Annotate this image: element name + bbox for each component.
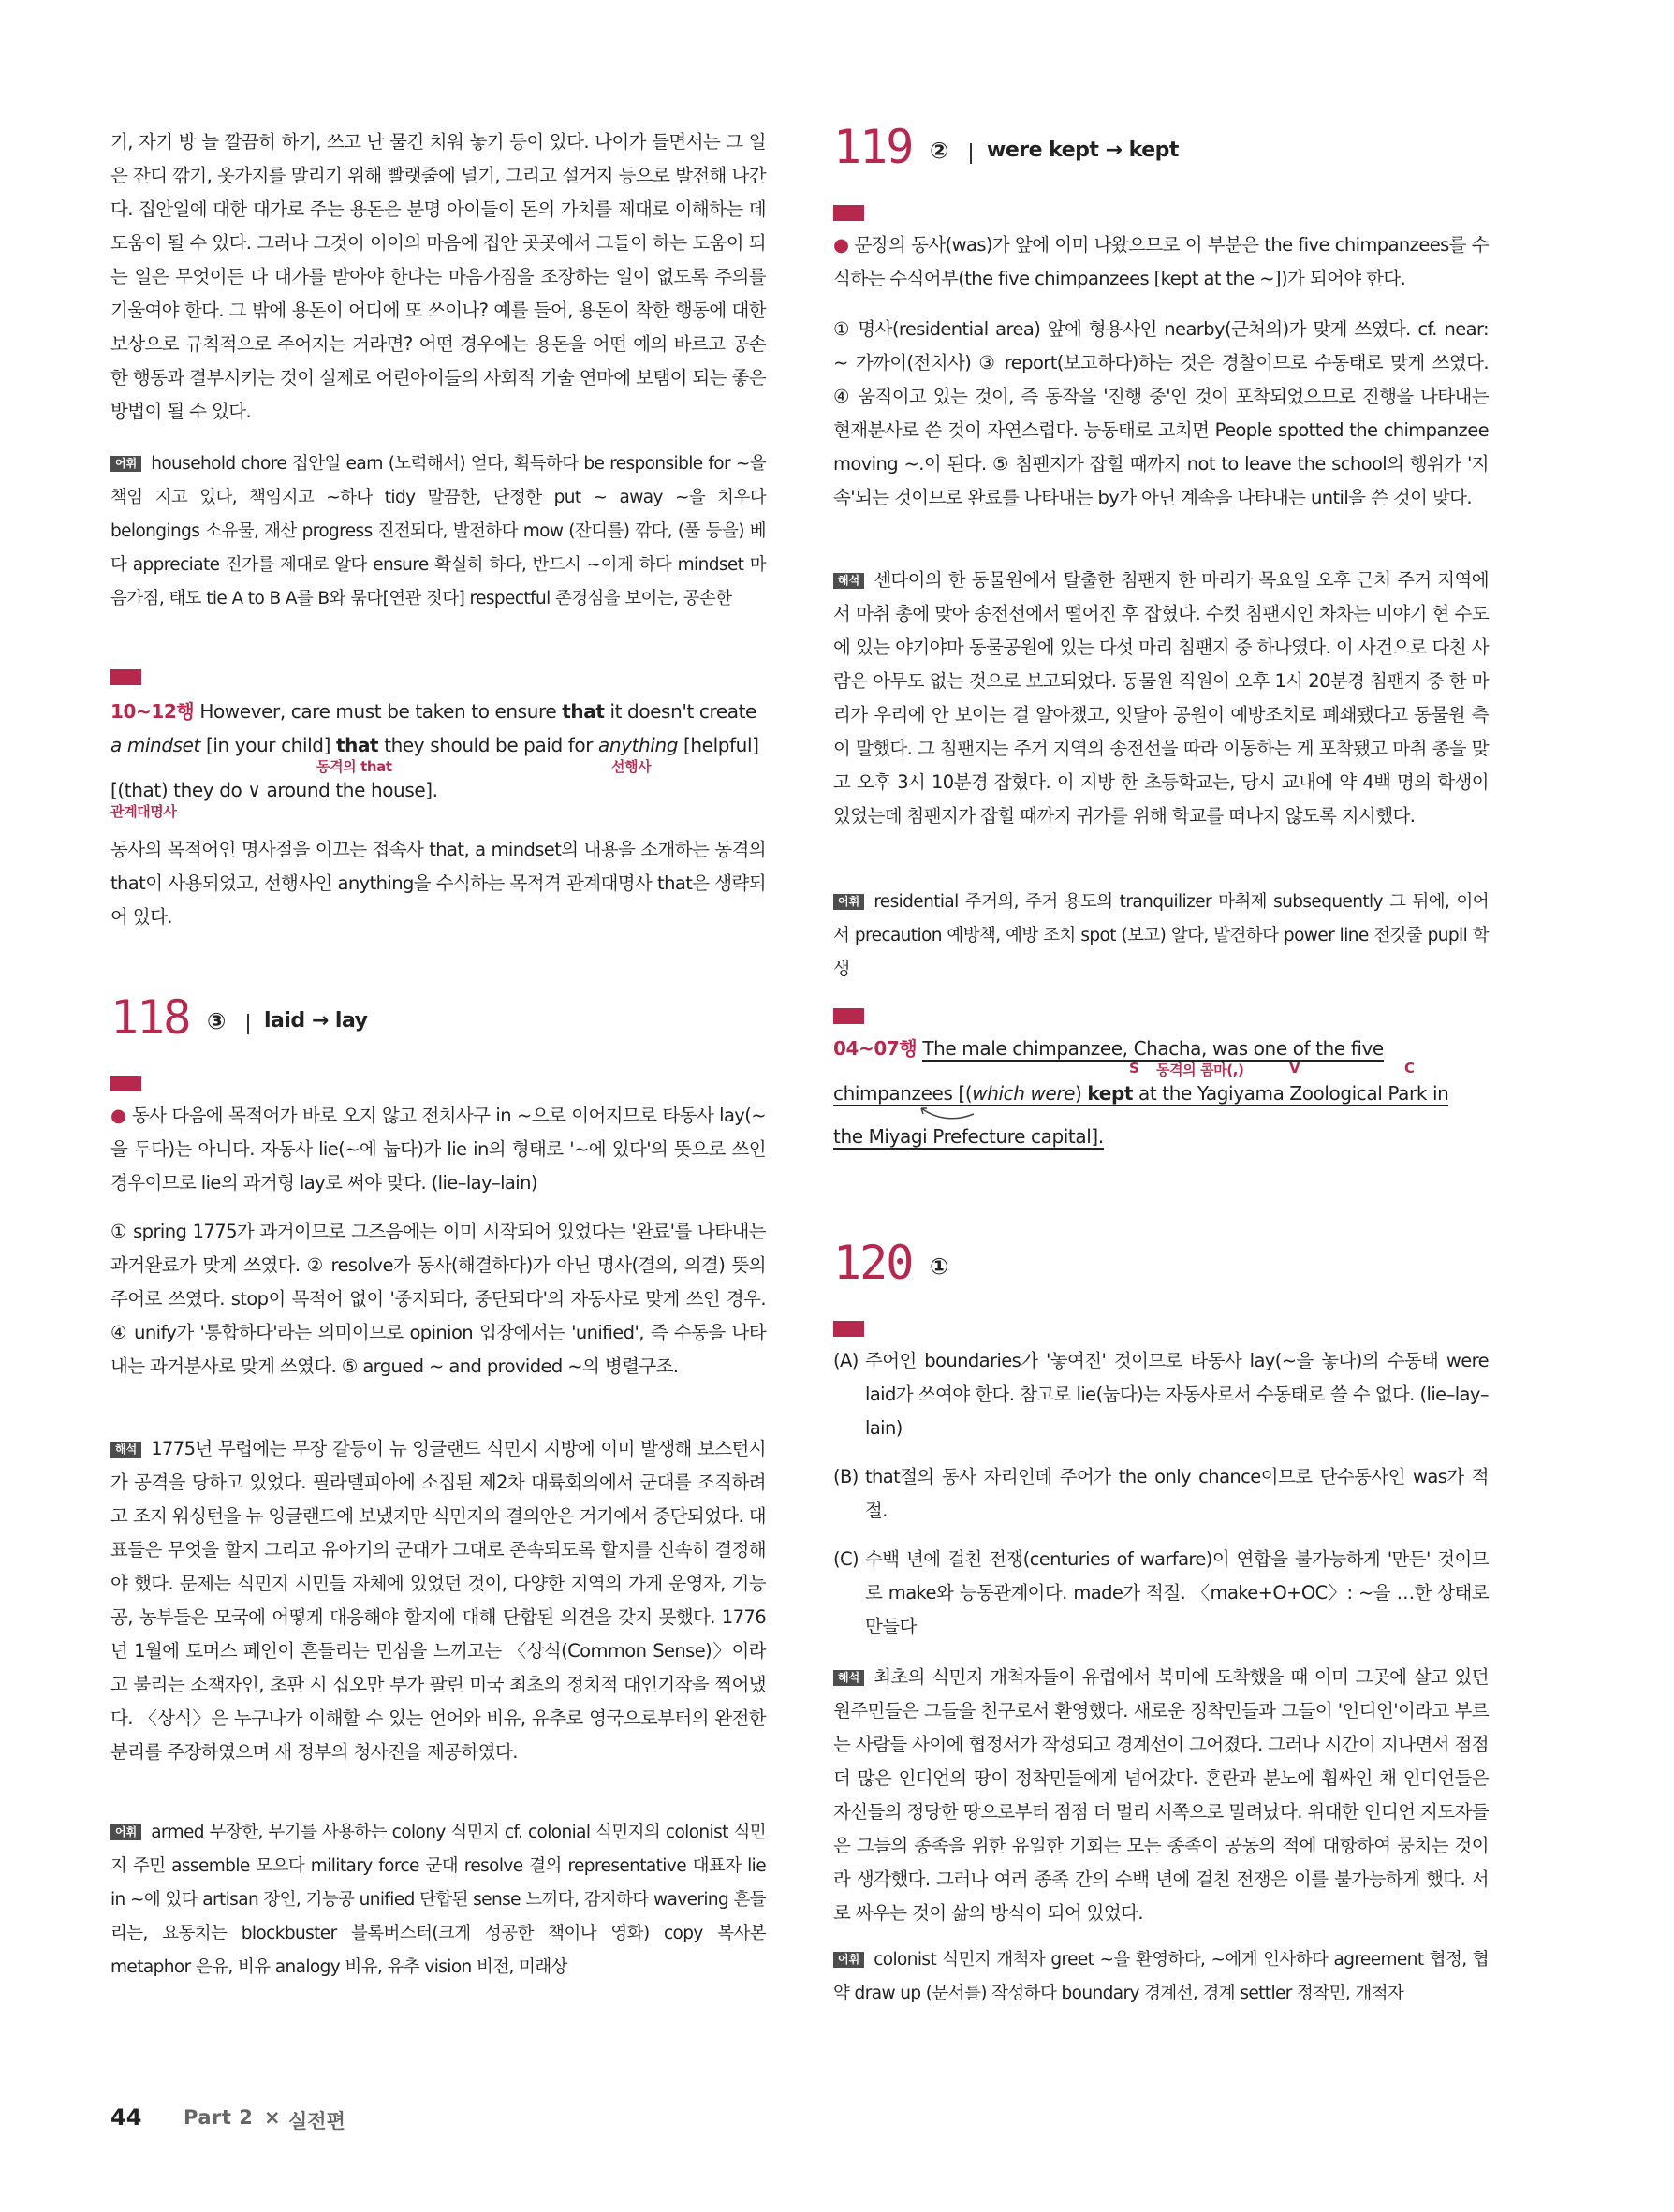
construct119-line3: the Miyagi Prefecture capital]. xyxy=(833,1125,1104,1148)
q119-translation xyxy=(833,564,1489,833)
q119-explain-tag-wrap xyxy=(833,204,874,222)
q118-divider xyxy=(247,1014,249,1034)
q119-divider xyxy=(970,143,972,164)
construct119-subject: The male chimpanzee, Chacha, was one of the five xyxy=(922,1037,1384,1060)
q117-construct-line2 xyxy=(110,728,766,762)
q118-explain1 xyxy=(110,1099,766,1200)
line-range-label: 10~12행 xyxy=(110,700,195,723)
q118-translation xyxy=(110,1432,766,1769)
q118-translation-text: 1775년 무렵에는 무장 갈등이 뉴 잉글랜드 식민지 지방에 이미 발생해 보스턴시가 공격을 당하고 있었다. 필라델피아에 소집된 제2차 대륙회의에서 군대를 조직하려고 조지 워싱턴을 뉴 잉글랜드에 보냈지만 식민지의 결의안은 거기에서 중단되었다. 대표들은 무엇을 할지 그리고 유아기의 군대가 그대로 존속되도록 할지를 신속히 결정해야 했다. 문제는 식민지 시민들 자체에 있었던 것이, 다양한 지역의 가게 운영자, 기능공, 농부들은 모국에 어떻게 대응해야 할지에 대해 단합된 의견을 갖지 못했다. 1776년 1월에 토머스 페인이 흔들리는 민심을 느끼고는 〈상식(Common Sense)〉이라고 불리는 소책자인, 초판 시 십오만 부가 팔린 미국 최초의 정치적 대인기작을 찍어냈다. 〈상식〉은 누구나가 이해할 수 있는 언어와 비유, 유추로 영국으로부터의 완전한 분리를 주장하였으며 새 정부의 청사진을 제공하였다. xyxy=(110,1438,766,1763)
translation-tag: 해석 xyxy=(833,573,864,589)
note-relative-pronoun: 관계대명사 xyxy=(110,803,177,820)
q120-translation xyxy=(833,1661,1489,1930)
construct-in-child: [in your child] xyxy=(205,734,330,756)
q117-translation-continued: 기, 자기 방 늘 깔끔히 하기, 쓰고 난 물건 치워 놓기 등이 있다. 나이가 들면서는 그 일은 잔디 깎기, 옷가지를 말리기 위해 빨랫줄에 널기, 그리고 설거지 등으로 발전해 나간다. 집안일에 대한 대가로 주는 용돈은 분명 아이들이 돈의 가치를 제대로 이해하는 데 도움이 될 수 있다. 그러나 그것이 이이의 마음에 집안 곳곳에서 그들이 하는 도움이 되는 일은 무엇이든 다 대가를 받아야 한다는 마음가짐을 조장하는 일이 없도록 주의를 기울여야 한다. 그 밖에 용돈이 어디에 또 쓰이나? 예를 들어, 용돈이 착한 행동에 대한 보상으로 규칙적으로 주어지는 거라면? 어떤 경우에는 용돈을 어떤 예의 바르고 공손한 행동과 결부시키는 것이 실제로 어린아이들의 사회적 기술 연마에 보탬이 되는 좋은 방법이 될 수 있다. xyxy=(110,131,766,422)
construct-that2: that xyxy=(335,734,379,756)
q120-translation-text: 최초의 식민지 개척자들이 유럽에서 북미에 도착했을 때 이미 그곳에 살고 있던 원주민들은 그들을 친구로서 환영했다. 새로운 정착민들과 그들이 '인디언'이라고 부르는 사람들 사이에 협정서가 작성되고 경계선이 그어졌다. 그러나 시간이 지나면서 점점 더 많은 인디언의 땅이 정착민들에게 넘어갔다. 혼란과 분노에 휩싸인 채 인디언들은 자신들의 정당한 땅으로부터 점점 더 멀리 서쪽으로 밀려났다. 위대한 인디언 지도자들은 그들의 종족을 위한 유일한 기회는 모든 종족이 공동의 적에 대항하여 뭉치는 것이라 생각했다. 그러나 여러 종족 간의 수백 년에 걸친 전쟁은 이를 불가능하게 했다. 서로 싸우는 것이 삶의 방식이 되어 있었다. xyxy=(833,1666,1489,1924)
q119-explain2: ① 명사(residential area) 앞에 형용사인 nearby(근처의)가 맞게 쓰였다. cf. near: ~ 가까이(전치사) ③ report(보고하다)하는 것은 경찰이므로 수동태로 맞게 쓰였다. ④ 움직이고 있는 것이, 즉 동작을 '진행 중'인 것이 포착되었으므로 진행을 나타내는 현재분사로 쓴 것이 자연스럽다. 능동태로 고치면 People spotted the chimpanzee moving ~.이 된다. ⑤ 침팬지가 잡힐 때까지 not to leave the school의 행위가 '지속'되는 것이므로 완료를 나타내는 by가 아닌 계속을 나타내는 until을 쓴 것이 맞다. xyxy=(833,318,1489,508)
note-appositive-comma: 동격의 콤마(,) xyxy=(1156,1062,1244,1078)
construct-that1: that xyxy=(562,700,605,723)
construct-helpful: [helpful] xyxy=(683,734,759,756)
q118-vocab-text: armed 무장한, 무기를 사용하는 colony 식민지 cf. colonial 식민지의 colonist 식민지 주민 assemble 모으다 military force 군대 resolve 결의 representative 대표자 lie in ~에 있다 artisan 장인, 기능공 unified 단합된 sense 느끼다, 감지하다 wavering 흔들리는, 요동치는 blockbuster 블록버스터(크게 성공한 책이나 영화) copy 복사본 metaphor 은유, 비유 analogy 비유, 유추 vision 비전, 미래상 xyxy=(110,1823,766,1977)
footer-separator: × xyxy=(264,2106,281,2129)
q119-number: 119 xyxy=(833,120,913,174)
q117-construct-line3: [(that) they do ∨ around the house]. xyxy=(110,779,438,801)
vocab-tag: 어휘 xyxy=(110,456,141,472)
label-S: S xyxy=(1129,1060,1139,1077)
q118-explain2: ① spring 1775가 과거이므로 그즈음에는 이미 시작되어 있었다는 '완료'를 나타내는 과거완료가 맞게 쓰였다. ② resolve가 동사(해결하다)가 아닌 명사(결의, 의결) 뜻의 주어로 쓰였다. stop이 목적어 없이 '중지되다, 중단되다'의 자동사로 맞게 쓰인 경우. ④ unify가 '통합하다'라는 의미이므로 opinion 입장에서는 'unified', 즉 수동을 나타내는 과거분사로 맞게 쓰였다. ⑤ argued ~ and provided ~의 병렬구조. xyxy=(110,1221,766,1377)
construct119-paren: ) xyxy=(1075,1082,1082,1105)
q120-b-label: (B) xyxy=(833,1466,859,1487)
q119-vocab-text: residential 주거의, 주거 용도의 tranquilizer 마취제 subsequently 그 뒤에, 이어서 precaution 예방책, 예방 조치 spot (보고) 알다, 발견하다 power line 전깃줄 pupil 학생 xyxy=(833,892,1489,979)
vocab-tag: 어휘 xyxy=(110,1824,141,1840)
construct-mindset: a mindset xyxy=(110,734,200,756)
q120-explain-tag-wrap xyxy=(833,1320,874,1338)
q118-answer: ③ xyxy=(207,1008,227,1034)
q118-vocab xyxy=(110,1816,766,1985)
q117-construct-tag-wrap xyxy=(110,668,151,686)
q120-b-text: that절의 동사 자리인데 주어가 the only chance이므로 단수동사인 was가 적절. xyxy=(865,1466,1489,1521)
construct119-kept: kept xyxy=(1087,1082,1134,1105)
label-C: C xyxy=(1404,1060,1415,1077)
q119-explain1 xyxy=(833,228,1489,296)
q118-explain1-text: 동사 다음에 목적어가 바로 오지 않고 전치사구 in ~으로 이어지므로 타동사 lay(~을 두다)는 아니다. 자동사 lie(~에 눕다)가 lie in의 형태로 '~에 있다'의 뜻으로 쓰인 경우이므로 lie의 과거형 lay로 써야 맞다. (lie–lay–lain) xyxy=(110,1105,766,1194)
footer-part: Part 2 xyxy=(184,2106,254,2129)
construct119-which-were: which were xyxy=(972,1082,1076,1105)
note-antecedent: 선행사 xyxy=(611,758,652,775)
label-V: V xyxy=(1289,1060,1300,1077)
q120-a-text: 주어인 boundaries가 '놓여진' 것이므로 타동사 lay(~을 놓다)의 수동태 were laid가 쓰여야 한다. 참고로 lie(눕다)는 자동사로서 수동태로 쓸 수 없다. (lie–lay–lain) xyxy=(865,1350,1489,1439)
q118-number: 118 xyxy=(110,990,190,1045)
construct119-line2 xyxy=(833,1082,1448,1106)
construct-paid: they should be paid for xyxy=(384,734,594,756)
translation-tag: 해석 xyxy=(833,1670,864,1686)
vocab-tag: 어휘 xyxy=(833,1952,864,1968)
explain-tag: 해설 xyxy=(833,205,864,221)
q118-explain-tag-wrap xyxy=(110,1075,151,1092)
q119-construct-tag-wrap xyxy=(833,1007,874,1025)
q120-vocab xyxy=(833,1943,1489,2011)
construct-anything: anything xyxy=(598,734,679,756)
construct-tag: 구문 xyxy=(833,1008,864,1024)
note-appositive-that: 동격의 that xyxy=(316,758,392,775)
q119-construct-line3 xyxy=(833,1120,1489,1153)
page-number: 44 xyxy=(110,2104,142,2131)
q120-answer: ① xyxy=(930,1253,949,1280)
footer-section: 실전편 xyxy=(288,2110,345,2132)
construct119-chimps: chimpanzees [( xyxy=(833,1082,973,1105)
q120-vocab-text: colonist 식민지 개척자 greet ~을 환영하다, ~에게 인사하다 agreement 협정, 협약 draw up (문서를) 작성하다 boundary 경계선, 경계 settler 정착민, 개척자 xyxy=(833,1950,1489,2003)
line-range-label: 04~07행 xyxy=(833,1037,918,1060)
construct-text: However, care must be taken to ensure xyxy=(199,700,557,723)
vocab-tag: 어휘 xyxy=(833,894,864,910)
q117-construct-line1 xyxy=(110,695,766,728)
q119-translation-text: 센다이의 한 동물원에서 탈출한 침팬지 한 마리가 목요일 오후 근처 주거 지역에서 마취 총에 맞아 송전선에서 떨어진 후 잡혔다. 수컷 침팬지인 차차는 미야기 현 수도에 있는 야기야마 동물공원에 있는 다섯 마리 침팬지 중 하나였다. 이 사건으로 다친 사람은 아무도 없는 것으로 보고되었다. 동물원 직원이 오후 1시 20분경 침팬지 중 한 마리가 우리에 안 보이는 걸 알아챘고, 잇달아 공원이 예방조치로 폐쇄됐다고 동물원 측이 말했다. 그 침팬지는 주거 지역의 송전선을 따라 이동하는 게 포착됐고 마취 총을 맞고 오후 3시 10분경 잡혔다. 이 지방 한 초등학교는, 당시 교내에 약 4백 명의 학생이 있었는데 침팬지가 잡힐 때까지 귀가를 위해 학교를 떠나지 않도록 지시했다. xyxy=(833,569,1489,827)
construct-tag: 구문 xyxy=(110,669,141,685)
q118-correction: laid → lay xyxy=(264,1009,368,1033)
bullet-icon: ● xyxy=(833,234,849,256)
bullet-icon: ● xyxy=(110,1105,126,1126)
construct-text-end: it doesn't create xyxy=(609,700,756,723)
q117-vocab-text: household chore 집안일 earn (노력해서) 얻다, 획득하다 be responsible for ~을 책임 지고 있다, 책임지고 ~하다 tidy 말끔한, 단정한 put ~ away ~을 치우다 belongings 소유물, 재산 progress 진전되다, 발전하다 mow (잔디를) 깎다, (풀 등을) 베다 appreciate 진가를 제대로 알다 ensure 확실히 하다, 반드시 ~이게 하다 mindset 마음가짐, 태도 tie A to B A를 B와 묶다[연관 짓다] respectful 존경심을 보이는, 공손한 xyxy=(110,454,766,608)
q119-answer: ② xyxy=(930,138,949,164)
q120-c-label: (C) xyxy=(833,1548,859,1570)
q117-vocab xyxy=(110,447,766,616)
q119-vocab xyxy=(833,886,1489,987)
q120-c-text: 수백 년에 걸친 전쟁(centuries of warfare)이 연합을 불가능하게 '만든' 것이므로 make와 능동관계이다. made가 적절. 〈make+O+OC〉: ~을 …한 상태로 만들다 xyxy=(865,1548,1489,1637)
translation-tag: 해석 xyxy=(110,1442,141,1458)
explain-tag: 해설 xyxy=(110,1076,141,1091)
construct119-park: at the Yagiyama Zoological Park in xyxy=(1138,1082,1449,1105)
q120-number: 120 xyxy=(833,1236,913,1290)
q120-a-label: (A) xyxy=(833,1350,859,1371)
q119-explain1-text: 문장의 동사(was)가 앞에 이미 나왔으므로 이 부분은 the five chimpanzees를 수식하는 수식어부(the five chimpanzees [kept at the ~])가 되어야 한다. xyxy=(833,234,1490,289)
q117-construct-explain: 동사의 목적어인 명사절을 이끄는 접속사 that, a mindset의 내용을 소개하는 동격의 that이 사용되었고, 선행사인 anything을 수식하는 목적격 관계대명사 that은 생략되어 있다. xyxy=(110,839,766,928)
explain-tag: 해설 xyxy=(833,1321,864,1337)
q119-correction: were kept → kept xyxy=(987,139,1179,162)
